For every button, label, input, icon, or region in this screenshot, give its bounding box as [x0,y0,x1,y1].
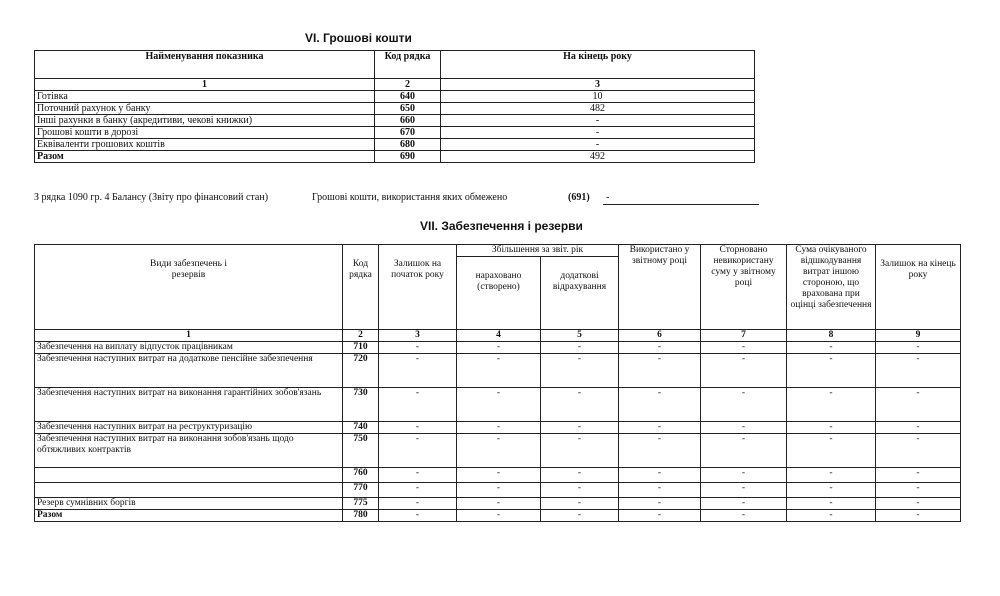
section7-title: VII. Забезпечення і резерви [420,219,583,233]
col-header-used: Використано у звітному році [619,245,701,330]
row-value: - [457,388,541,422]
table-row [35,388,961,422]
row-value: - [619,354,701,388]
row-value: - [541,510,619,522]
row-value: - [457,342,541,354]
col-number: 2 [375,79,441,91]
row-code: 670 [375,127,441,139]
table-row [35,354,961,388]
row-code: 640 [375,91,441,103]
row-value: - [379,434,457,468]
row-value: - [787,434,876,468]
col-header-additional: додаткові відрахування [541,257,619,330]
row-value: - [701,422,787,434]
row-value: - [379,388,457,422]
table-row [35,434,961,468]
row-value: - [701,342,787,354]
section6-title: VI. Грошові кошти [305,31,412,45]
row-value: - [541,483,619,498]
row-value: - [876,434,961,468]
row-code: 730 [343,388,379,422]
row-name: Разом [35,510,343,522]
row-name [35,468,343,483]
row-value: - [457,422,541,434]
row-value: 492 [441,151,755,163]
col-number: 8 [787,330,876,342]
table-row [35,139,755,151]
row-value: - [441,139,755,151]
cash-table [34,50,755,163]
note-left: З рядка 1090 гр. 4 Балансу (Звіту про фінансовий стан) [34,192,269,203]
col-header-expected: Сума очікуваного відшкодування витрат іншою стороною, що врахована при оцінці забезпечення [787,245,876,330]
row-value: - [701,388,787,422]
row-code: 770 [343,483,379,498]
row-value: - [619,342,701,354]
table-row [35,498,961,510]
row-value: - [876,468,961,483]
col-number: 4 [457,330,541,342]
row-value: - [457,354,541,388]
row-value: - [787,388,876,422]
row-value: - [541,468,619,483]
col-header-code: Код рядка [375,51,441,79]
row-code: 660 [375,115,441,127]
row-value: 482 [441,103,755,115]
total-row [35,151,755,163]
row-value: - [457,434,541,468]
row-code: 710 [343,342,379,354]
row-value: - [876,422,961,434]
row-name: Забезпечення на виплату відпусток працівникам [35,342,343,354]
row-value: - [457,510,541,522]
row-value: - [541,354,619,388]
row-name: Поточний рахунок у банку [35,103,375,115]
row-name: Готівка [35,91,375,103]
row-code: 720 [343,354,379,388]
row-code: 780 [343,510,379,522]
row-value: - [541,498,619,510]
note-value: - [606,192,610,203]
row-value: - [787,468,876,483]
row-value: - [787,498,876,510]
col-header-reversed: Сторновано невикористану суму у звітному році [701,245,787,330]
note-underline [603,192,759,205]
col-header-name: Найменування показника [35,51,375,79]
row-value: - [787,342,876,354]
table-row [35,342,961,354]
row-code: 690 [375,151,441,163]
row-value: - [787,510,876,522]
row-value: 10 [441,91,755,103]
row-code: 760 [343,468,379,483]
col-header-code: Код рядка [343,245,379,330]
row-name: Забезпечення наступних витрат на виконання гарантійних зобов'язань [35,388,343,422]
row-name: Еквіваленти грошових коштів [35,139,375,151]
row-value: - [379,422,457,434]
row-code: 680 [375,139,441,151]
row-value: - [541,422,619,434]
row-value: - [379,468,457,483]
row-value: - [441,127,755,139]
row-code: 750 [343,434,379,468]
row-value: - [876,498,961,510]
row-value: - [701,483,787,498]
col-header-end: Залишок на кінець року [876,245,961,330]
total-row [35,510,961,522]
row-value: - [619,510,701,522]
col-number: 1 [35,79,375,91]
note-mid: Грошові кошти, використання яких обмежено [312,192,508,203]
col-number: 6 [619,330,701,342]
col-header-kind: Види забезпечень і резервів [35,245,343,330]
row-code: 650 [375,103,441,115]
col-header-increase: Збільшення за звіт. рік [457,245,619,257]
row-value: - [701,468,787,483]
row-name: Забезпечення наступних витрат на додаткове пенсійне забезпечення [35,354,343,388]
row-value: - [379,483,457,498]
table-row [35,468,961,483]
table-row [35,115,755,127]
row-value: - [701,434,787,468]
row-name [35,483,343,498]
row-value: - [619,388,701,422]
row-name: Грошові кошти в дорозі [35,127,375,139]
row-value: - [876,388,961,422]
table-row [35,91,755,103]
row-value: - [457,468,541,483]
row-value: - [441,115,755,127]
col-number: 3 [379,330,457,342]
row-name: Резерв сумнівних боргів [35,498,343,510]
row-name: Інші рахунки в банку (акредитиви, чекові книжки) [35,115,375,127]
row-value: - [379,510,457,522]
row-name: Разом [35,151,375,163]
row-value: - [541,388,619,422]
row-value: - [457,498,541,510]
row-value: - [701,510,787,522]
row-value: - [876,342,961,354]
row-code: 775 [343,498,379,510]
row-value: - [541,434,619,468]
row-value: - [619,468,701,483]
provisions-table [34,244,961,522]
row-value: - [619,483,701,498]
row-value: - [787,354,876,388]
col-number: 9 [876,330,961,342]
row-value: - [457,483,541,498]
note-code: (691) [568,192,590,203]
col-header-start: Залишок на початок року [379,245,457,330]
row-value: - [379,354,457,388]
row-value: - [379,498,457,510]
row-name: Забезпечення наступних витрат на виконання зобов'язань щодо обтяжливих контрактів [35,434,343,468]
row-value: - [619,498,701,510]
row-value: - [787,422,876,434]
row-value: - [701,498,787,510]
table-row [35,483,961,498]
row-value: - [619,422,701,434]
row-value: - [541,342,619,354]
table-row [35,127,755,139]
col-number: 7 [701,330,787,342]
row-code: 740 [343,422,379,434]
col-header-value: На кінець року [441,51,755,79]
row-value: - [876,510,961,522]
row-value: - [619,434,701,468]
col-number: 5 [541,330,619,342]
row-value: - [379,342,457,354]
table-row [35,422,961,434]
row-value: - [876,354,961,388]
row-name: Забезпечення наступних витрат на реструктуризацію [35,422,343,434]
col-number: 2 [343,330,379,342]
col-number: 3 [441,79,755,91]
row-value: - [787,483,876,498]
row-value: - [876,483,961,498]
table-row [35,103,755,115]
row-value: - [701,354,787,388]
col-header-accrued: нараховано (створено) [457,257,541,330]
col-number: 1 [35,330,343,342]
